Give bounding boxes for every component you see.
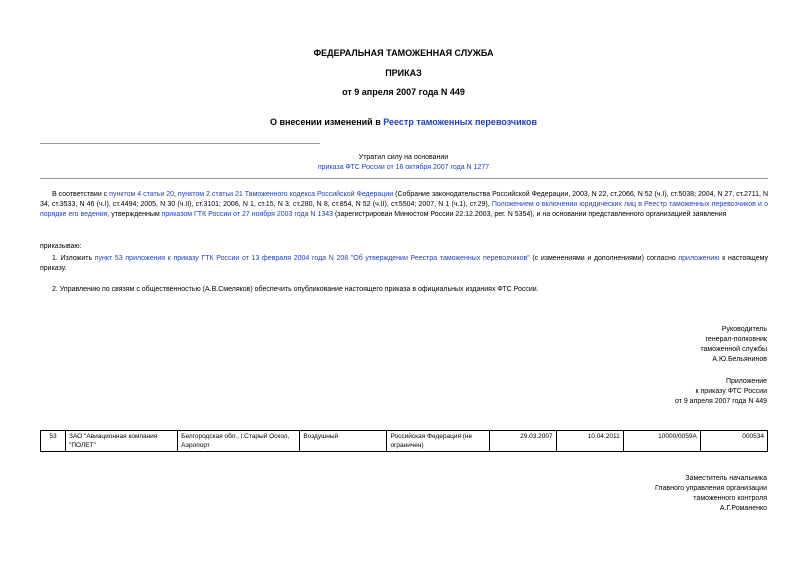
table-cell: Российская Федерация (не ограничен) [387, 431, 489, 452]
table-cell: Воздушный [300, 431, 387, 452]
appendix-header [675, 377, 767, 407]
divider [40, 178, 768, 179]
doc-date-number: от 9 апреля 2007 года N 449 [342, 87, 465, 97]
regulation-link[interactable]: Положением о включении юридических лиц в Реестр таможенных перевозчиков и о порядке его ведения [40, 201, 768, 218]
table-cell: 10000/0059А [623, 431, 700, 452]
signature-block-2 [655, 474, 767, 514]
signature-department: таможенного контроля [693, 495, 767, 502]
preamble-paragraph [40, 190, 768, 220]
signature-name: А.Ю.Бельянинов [712, 356, 767, 363]
appendix-date: от 9 апреля 2007 года N 449 [674, 398, 767, 405]
item-text: к настоящему приказу. [40, 255, 768, 272]
status-link-wrap [280, 163, 527, 173]
item-1-paragraph [40, 254, 768, 274]
agency-heading: ФЕДЕРАЛЬНАЯ ТАМОЖЕННАЯ СЛУЖБА [313, 48, 494, 58]
customs-code-art20-link[interactable]: пунктом 4 статьи 20 [109, 191, 174, 198]
signature-name: А.Г.Романенко [719, 505, 767, 512]
signature-department: Главного управления организации [655, 485, 767, 492]
doc-title-prefix: О внесении изменений в [269, 117, 384, 127]
appendix-ref: к приказу ФТС России [695, 388, 767, 395]
appendix-link[interactable]: приложению [678, 255, 720, 262]
signature-title: Заместитель начальника [685, 475, 767, 482]
registry-table [40, 430, 768, 452]
appendix-label: Приложение [725, 378, 767, 385]
preamble-text: (Собрание законодательства Российской Федерации, 2003, N 22, ст.2066, N 52 (ч.I), ст.5038; 2004, N 27, ст.2711, N 34, ст.3533, N 46 (ч.I), ст.4494; 2005, N 30 (ч.II), ст.3101; 2006, N 1, ст.15, N 3, ст.280, N 8, ст.854, N 52 (ч.II), ст.5504; 2007, N 1 (ч.1), ст.29), [40, 191, 769, 208]
doc-type-heading: ПРИКАЗ [385, 68, 422, 78]
customs-code-art21-link[interactable]: пунктом 2 статьи 21 Таможенного кодекса Российской Федерации [177, 191, 394, 198]
preamble-text: В соответствии с [52, 191, 110, 198]
item-text: 1. Изложить [52, 255, 95, 262]
registry-link[interactable]: Реестр таможенных перевозчиков [383, 117, 538, 127]
preamble-text: , [174, 191, 178, 198]
table-cell: 10.04.2011 [556, 431, 623, 452]
status-line: Утратил силу на основании [358, 154, 449, 161]
table-cell: 29.03.2007 [489, 431, 556, 452]
doc-title [0, 117, 807, 127]
table-cell: 000534 [700, 431, 767, 452]
table-cell: 53 [41, 431, 66, 452]
item-text: (с изменениями и дополнениями) согласно [529, 255, 679, 262]
order-word: приказываю: [40, 243, 82, 250]
signature-rank: генерал-полковник [705, 336, 767, 343]
divider [40, 143, 320, 144]
preamble-text: , утвержденным [107, 211, 162, 218]
table-cell: ЗАО "Авиационная компания "ПОЛЕТ" [66, 431, 178, 452]
gtk-order-1343-link[interactable]: приказом ГТК России от 27 ноября 2003 года N 1343 [161, 211, 334, 218]
signature-title: Руководитель [721, 326, 767, 333]
preamble-text: (зарегистрирован Минюстом России 22.12.2003, рег. N 5354), и на основании представленного организацией заявления [333, 211, 727, 218]
table-row [41, 431, 768, 452]
signature-block-1 [700, 325, 767, 365]
gtk-order-208-link[interactable]: пункт 53 приложения к приказу ГТК России от 13 февраля 2004 года N 208 "Об утверждении Реестра таможенных перевозчиков" [94, 255, 530, 262]
repeal-order-link[interactable]: приказа ФТС России от 16 октября 2007 года N 1277 [317, 164, 490, 171]
table-cell: Белгородская обл., г.Старый Оскол, Аэропорт [178, 431, 300, 452]
item-2-paragraph: 2. Управлению по связям с общественностью (А.В.Смеляков) обеспечить опубликование настоящего приказа в официальных изданиях ФТС России. [52, 286, 539, 293]
signature-service: таможенной службы [700, 346, 767, 353]
